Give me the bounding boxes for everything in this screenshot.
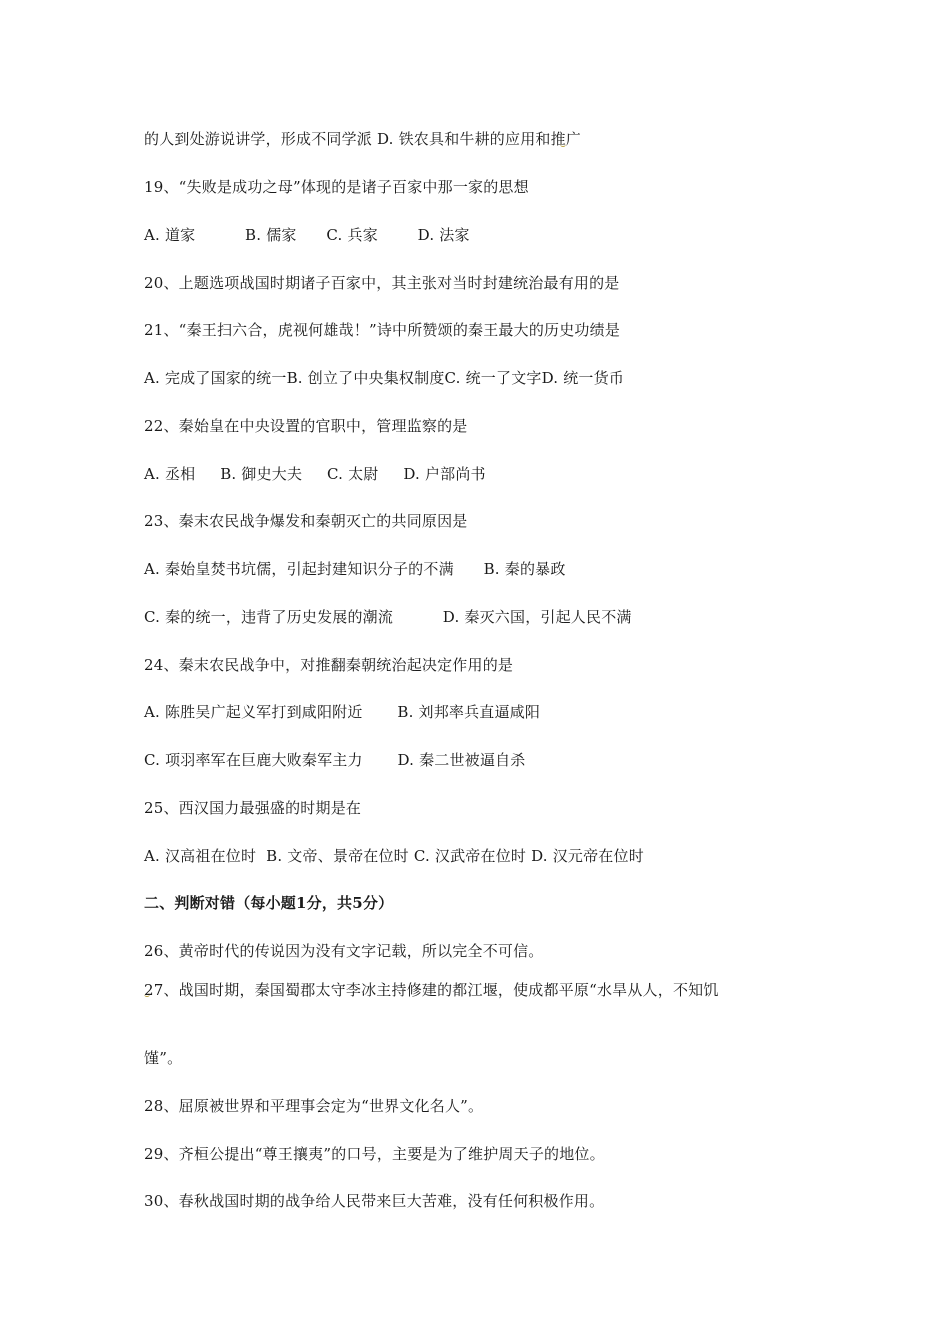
question-26: 26、黄帝时代的传说因为没有文字记载，所以完全不可信。 [144,942,544,960]
question-21-options: A. 完成了国家的统一B. 创立了中央集权制度C. 统一了文字D. 统一货币 [144,369,625,387]
question-24-options-ab: A. 陈胜吴广起义军打到咸阳附近 B. 刘邦率兵直逼咸阳 [144,703,541,721]
text-line-continuation: 的人到处游说讲学，形成不同学派 D. 铁农具和牛耕的应用和推广 [144,130,581,148]
question-19: 19、“失败是成功之母”体现的是诸子百家中那一家的思想 [144,178,529,196]
question-22: 22、秦始皇在中央设置的官职中，管理监察的是 [144,417,468,435]
question-28: 28、屈原被世界和平理事会定为“世界文化名人”。 [144,1097,484,1115]
question-25: 25、西汉国力最强盛的时期是在 [144,799,362,817]
question-25-options: A. 汉高祖在位时 B. 文帝、景帝在位时 C. 汉武帝在位时 D. 汉元帝在位时 [144,847,644,865]
question-23: 23、秦末农民战争爆发和秦朝灭亡的共同原因是 [144,512,468,530]
question-27: 27、战国时期，秦国蜀郡太守李冰主持修建的都江堰，使成都平原“水旱从人，不知饥 [144,981,719,999]
question-24: 24、秦末农民战争中，对推翻秦朝统治起决定作用的是 [144,656,514,674]
question-30: 30、春秋战国时期的战争给人民带来巨大苦难，没有任何积极作用。 [144,1192,605,1210]
question-20: 20、上题选项战国时期诸子百家中，其主张对当时封建统治最有用的是 [144,274,620,292]
question-19-options: A. 道家 B. 儒家 C. 兵家 D. 法家 [144,226,470,244]
question-23-options-cd: C. 秦的统一，违背了历史发展的潮流 D. 秦灭六国，引起人民不满 [144,608,632,626]
question-24-options-cd: C. 项羽率军在巨鹿大败秦军主力 D. 秦二世被逼自杀 [144,751,526,769]
question-27-continuation: 馑”。 [144,1049,183,1067]
question-23-options-ab: A. 秦始皇焚书坑儒，引起封建知识分子的不满 B. 秦的暴政 [144,560,566,578]
question-21: 21、“秦王扫六合，虎视何雄哉！”诗中所赞颂的秦王最大的历史功绩是 [144,321,621,339]
section-heading-true-false: 二、判断对错（每小题1分，共5分） [144,894,394,912]
question-22-options: A. 丞相 B. 御史大夫 C. 太尉 D. 户部尚书 [144,465,486,483]
question-29: 29、齐桓公提出“尊王攘夷”的口号，主要是为了维护周天子的地位。 [144,1145,605,1163]
